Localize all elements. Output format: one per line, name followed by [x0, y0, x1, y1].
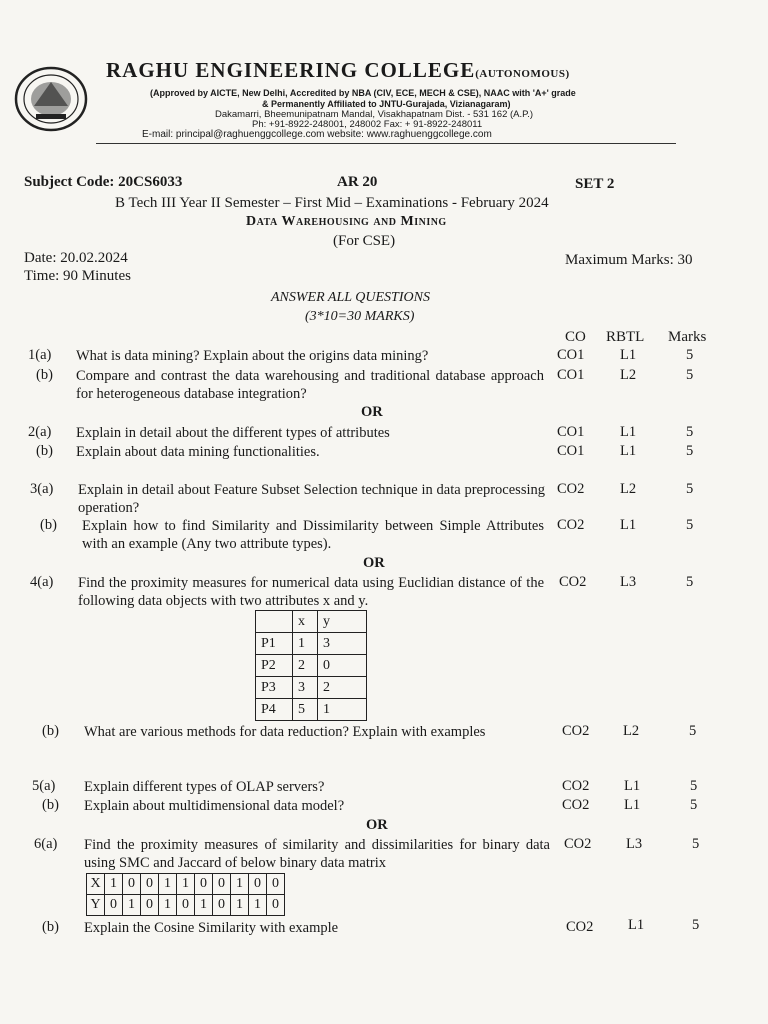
- branch: (For CSE): [333, 233, 396, 249]
- question-co: CO2: [564, 836, 592, 852]
- table-cell: 1: [231, 895, 249, 916]
- column-marks: Marks: [668, 329, 707, 345]
- header-divider: [96, 143, 676, 144]
- header-affiliation: & Permanently Affiliated to JNTU-Gurajada, Vizianagaram): [262, 99, 511, 109]
- table-cell: 0: [249, 874, 267, 895]
- table-row: [256, 611, 367, 633]
- subject-code: Subject Code: 20CS6033: [24, 174, 183, 190]
- question-text: Explain about multidimensional data model?: [84, 798, 345, 814]
- question-rbtl: L1: [624, 797, 641, 813]
- question-rbtl: L2: [623, 723, 640, 739]
- table-cell: 3: [293, 677, 318, 699]
- table-cell: 1: [105, 874, 123, 895]
- table-cell: 0: [141, 895, 159, 916]
- table-row: [256, 633, 367, 655]
- subject-name: Data Warehousing and Mining: [246, 214, 447, 229]
- table-row: [87, 874, 285, 895]
- table-row: [256, 655, 367, 677]
- question-text: Explain the Cosine Similarity with example: [84, 920, 339, 936]
- question-rbtl: L1: [628, 917, 645, 933]
- question-co: CO2: [562, 797, 590, 813]
- question-text: Compare and contrast the data warehousing and traditional database approach for heterogeneous database integration?: [76, 368, 544, 402]
- question-number: (b): [40, 517, 57, 533]
- header-phone: Ph: +91-8922-248001, 248002 Fax: + 91-8922-248011: [252, 119, 483, 130]
- question-marks: 5: [692, 836, 700, 852]
- regulation: AR 20: [337, 174, 378, 190]
- question-marks: 5: [686, 347, 694, 363]
- instruction: ANSWER ALL QUESTIONS: [271, 290, 430, 305]
- table-cell: 3: [318, 633, 367, 655]
- table-cell: 0: [213, 895, 231, 916]
- question-marks: 5: [686, 481, 694, 497]
- table-cell: 1: [159, 874, 177, 895]
- table-cell: 1: [195, 895, 213, 916]
- table-cell: y: [318, 611, 367, 633]
- question-rbtl: L2: [620, 481, 637, 497]
- column-co: CO: [565, 329, 586, 345]
- question-marks: 5: [686, 424, 694, 440]
- question-rbtl: L2: [620, 367, 637, 383]
- question-co: CO2: [562, 778, 590, 794]
- table-cell: 1: [123, 895, 141, 916]
- college-name: RAGHU ENGINEERING COLLEGE(AUTONOMOUS): [106, 58, 570, 82]
- question-marks: 5: [689, 723, 697, 739]
- question-text: What is data mining? Explain about the origins data mining?: [76, 348, 429, 364]
- question-marks: 5: [690, 797, 698, 813]
- question-co: CO2: [557, 517, 585, 533]
- question-co: CO2: [559, 574, 587, 590]
- table-cell: 1: [293, 633, 318, 655]
- table-cell: 1: [159, 895, 177, 916]
- table-cell: 1: [249, 895, 267, 916]
- question-rbtl: L1: [620, 424, 637, 440]
- question-text: Find the proximity measures of similarity and dissimilarities for binary data using SMC and Jaccard of below binary data matrix: [84, 837, 550, 871]
- exam-time: Time: 90 Minutes: [24, 268, 131, 284]
- question-co: CO2: [562, 723, 590, 739]
- question-number: 3(a): [30, 481, 54, 497]
- question-co: CO1: [557, 443, 585, 459]
- header-address: Dakamarri, Bheemunipatnam Mandal, Visakhapatnam Dist. - 531 162 (A.P.): [215, 109, 534, 120]
- table-row: [87, 895, 285, 916]
- question-marks: 5: [690, 778, 698, 794]
- question-co: CO2: [557, 481, 585, 497]
- question-marks: 5: [686, 367, 694, 383]
- question-number: 1(a): [28, 347, 52, 363]
- binary-data-table: [86, 873, 285, 916]
- question-number: 4(a): [30, 574, 54, 590]
- question-number: 5(a): [32, 778, 56, 794]
- question-marks: 5: [686, 574, 694, 590]
- or-separator: OR: [361, 404, 383, 420]
- question-co: CO1: [557, 367, 585, 383]
- question-marks: 5: [686, 517, 694, 533]
- exam-title: B Tech III Year II Semester – First Mid – Examinations - February 2024: [115, 195, 549, 211]
- question-co: CO2: [566, 919, 594, 935]
- column-rbtl: RBTL: [606, 329, 645, 345]
- question-number: (b): [42, 797, 59, 813]
- marks-scheme: (3*10=30 MARKS): [305, 309, 415, 324]
- table-cell: [256, 611, 293, 633]
- question-marks: 5: [686, 443, 694, 459]
- question-rbtl: L1: [624, 778, 641, 794]
- table-cell: P1: [256, 633, 293, 655]
- question-rbtl: L1: [620, 517, 637, 533]
- points-table: [255, 610, 367, 721]
- table-cell: 0: [141, 874, 159, 895]
- table-cell: 0: [267, 874, 285, 895]
- table-cell: 0: [267, 895, 285, 916]
- table-cell: X: [87, 874, 105, 895]
- table-cell: P3: [256, 677, 293, 699]
- table-cell: 0: [195, 874, 213, 895]
- set-number: SET 2: [575, 176, 615, 192]
- maximum-marks: Maximum Marks: 30: [565, 252, 693, 268]
- question-text: What are various methods for data reduction? Explain with examples: [84, 724, 486, 740]
- exam-date: Date: 20.02.2024: [24, 250, 128, 266]
- table-cell: P2: [256, 655, 293, 677]
- header-email: E-mail: principal@raghuenggcollege.com website: www.raghuenggcollege.com: [142, 129, 492, 140]
- or-separator: OR: [363, 555, 385, 571]
- or-separator: OR: [366, 817, 388, 833]
- table-cell: 1: [318, 699, 367, 721]
- table-cell: P4: [256, 699, 293, 721]
- question-number: 2(a): [28, 424, 52, 440]
- table-cell: 1: [231, 874, 249, 895]
- question-number: (b): [42, 919, 59, 935]
- table-cell: x: [293, 611, 318, 633]
- table-cell: 1: [177, 874, 195, 895]
- question-number: 6(a): [34, 836, 58, 852]
- table-row: [256, 699, 367, 721]
- question-text: Explain in detail about the different types of attributes: [76, 425, 390, 441]
- table-cell: 2: [318, 677, 367, 699]
- table-cell: 0: [213, 874, 231, 895]
- header-accreditation: (Approved by AICTE, New Delhi, Accredited by NBA (CIV, ECE, MECH & CSE), NAAC with 'A+' grade: [150, 88, 576, 98]
- question-text: Explain different types of OLAP servers?: [84, 779, 325, 795]
- question-number: (b): [42, 723, 59, 739]
- table-cell: 0: [318, 655, 367, 677]
- question-text: Explain in detail about Feature Subset Selection technique in data preprocessing operation?: [78, 482, 545, 516]
- college-logo-icon: [14, 66, 88, 132]
- question-co: CO1: [557, 424, 585, 440]
- table-cell: 0: [105, 895, 123, 916]
- table-cell: 0: [123, 874, 141, 895]
- question-co: CO1: [557, 347, 585, 363]
- question-rbtl: L1: [620, 443, 637, 459]
- table-cell: Y: [87, 895, 105, 916]
- table-cell: 5: [293, 699, 318, 721]
- question-text: Explain how to find Similarity and Dissimilarity between Simple Attributes with an example (Any two attribute types).: [82, 518, 544, 552]
- question-number: (b): [36, 367, 53, 383]
- question-text: Find the proximity measures for numerical data using Euclidian distance of the following data objects with two attributes x and y.: [78, 575, 544, 609]
- question-rbtl: L1: [620, 347, 637, 363]
- table-cell: 0: [177, 895, 195, 916]
- table-cell: 2: [293, 655, 318, 677]
- question-marks: 5: [692, 917, 700, 933]
- question-text: Explain about data mining functionalities.: [76, 444, 320, 460]
- autonomous-label: (AUTONOMOUS): [475, 68, 570, 80]
- question-rbtl: L3: [620, 574, 637, 590]
- table-row: [256, 677, 367, 699]
- question-number: (b): [36, 443, 53, 459]
- question-rbtl: L3: [626, 836, 643, 852]
